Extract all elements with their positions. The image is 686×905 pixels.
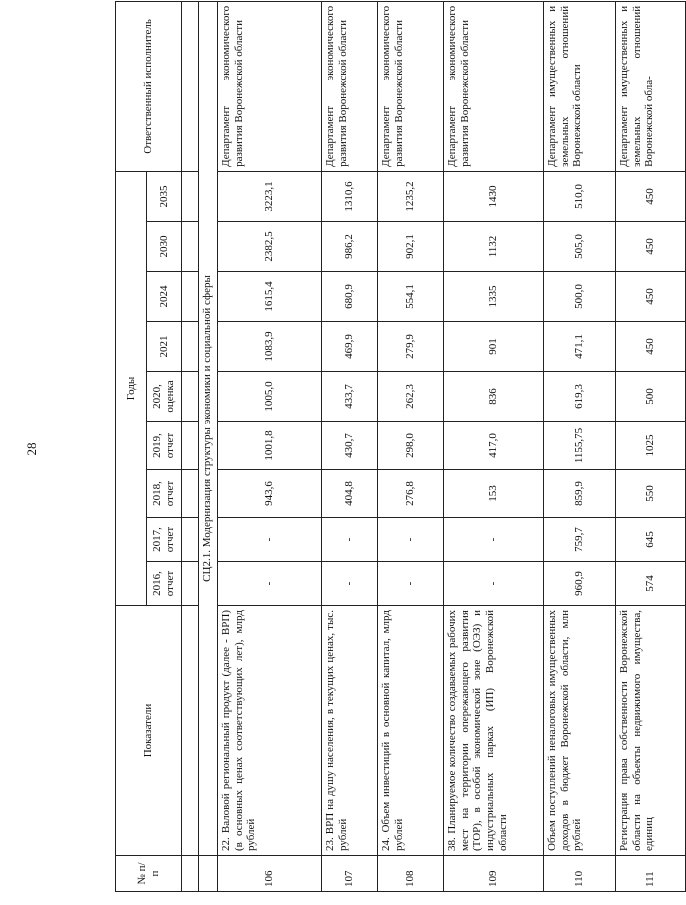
responsible-cell: Департамент экономического развития Воронежской области xyxy=(218,1,322,171)
value-cell: - xyxy=(322,518,378,562)
empty-cell xyxy=(182,856,199,892)
value-cell: 404,8 xyxy=(322,470,378,518)
indicator-cell: 24. Объем инвестиций в основной капитал, млрд рублей xyxy=(378,606,444,856)
empty-cell xyxy=(182,1,199,171)
value-cell: 1001,8 xyxy=(218,422,322,470)
section-row xyxy=(199,1,218,891)
value-cell: 680,9 xyxy=(322,272,378,322)
value-cell: 759,7 xyxy=(544,518,616,562)
value-cell: 645 xyxy=(616,518,686,562)
table-row xyxy=(544,1,616,891)
responsible-cell: Департамент имущественных и земельных отношений Воронежской обла- xyxy=(616,1,686,171)
value-cell: 901 xyxy=(444,322,544,372)
value-cell: 1005,0 xyxy=(218,372,322,422)
value-cell: - xyxy=(322,562,378,606)
value-cell: 433,7 xyxy=(322,372,378,422)
year-header: 2018, отчет xyxy=(147,470,182,518)
row-number: 108 xyxy=(378,856,444,892)
value-cell: 279,9 xyxy=(378,322,444,372)
value-cell: 471,1 xyxy=(544,322,616,372)
row-number: 111 xyxy=(616,856,686,892)
row-number: 107 xyxy=(322,856,378,892)
value-cell: 836 xyxy=(444,372,544,422)
year-header: 2030 xyxy=(147,222,182,272)
year-header: 2020, оценка xyxy=(147,372,182,422)
value-cell: 262,3 xyxy=(378,372,444,422)
header-responsible: Ответственный исполнитель xyxy=(116,1,182,171)
year-header: 2016, отчет xyxy=(147,562,182,606)
empty-cell xyxy=(182,422,199,470)
responsible-cell: Департамент экономического развития Воронежской области xyxy=(378,1,444,171)
empty-row xyxy=(182,1,199,891)
value-cell: 430,7 xyxy=(322,422,378,470)
year-header: 2035 xyxy=(147,171,182,221)
section-title: СЦ2.1. Модернизация структуры экономики и социальной сферы xyxy=(199,1,218,855)
value-cell: 500,0 xyxy=(544,272,616,322)
value-cell: 960,9 xyxy=(544,562,616,606)
empty-cell xyxy=(182,272,199,322)
value-cell: 943,6 xyxy=(218,470,322,518)
empty-cell xyxy=(182,322,199,372)
value-cell: 450 xyxy=(616,222,686,272)
value-cell: - xyxy=(378,562,444,606)
value-cell: 2382,5 xyxy=(218,222,322,272)
year-header: 2021 xyxy=(147,322,182,372)
value-cell: 1132 xyxy=(444,222,544,272)
value-cell: 1615,4 xyxy=(218,272,322,322)
indicators-table xyxy=(115,1,686,892)
header-years: Годы xyxy=(116,171,147,605)
indicator-cell: Регистрация права собственности Воронежской области на объекты недвижимого имущества, единиц xyxy=(616,606,686,856)
value-cell: 1335 xyxy=(444,272,544,322)
value-cell: 469,9 xyxy=(322,322,378,372)
value-cell: 450 xyxy=(616,272,686,322)
value-cell: 1310,6 xyxy=(322,171,378,221)
value-cell: 1235,2 xyxy=(378,171,444,221)
value-cell: 574 xyxy=(616,562,686,606)
row-number: 110 xyxy=(544,856,616,892)
value-cell: 505,0 xyxy=(544,222,616,272)
row-number: 109 xyxy=(444,856,544,892)
value-cell: 298,0 xyxy=(378,422,444,470)
indicator-cell: Объем поступлений неналоговых имущественных доходов в бюджет Воронежской области, млн рублей xyxy=(544,606,616,856)
value-cell: - xyxy=(444,562,544,606)
table-row xyxy=(378,1,444,891)
empty-cell xyxy=(182,562,199,606)
value-cell: 1430 xyxy=(444,171,544,221)
value-cell: 153 xyxy=(444,470,544,518)
empty-cell xyxy=(182,518,199,562)
value-cell: 1155,75 xyxy=(544,422,616,470)
value-cell: 1025 xyxy=(616,422,686,470)
table-row xyxy=(218,1,322,891)
value-cell: - xyxy=(378,518,444,562)
value-cell: 450 xyxy=(616,322,686,372)
responsible-cell: Департамент экономического развития Воронежской области xyxy=(444,1,544,171)
indicator-cell: 22. Валовой региональный продукт (далее - ВРП) (в основных ценах соответствующих лет), млрд рублей xyxy=(218,606,322,856)
value-cell: 450 xyxy=(616,171,686,221)
value-cell: - xyxy=(218,562,322,606)
page-number: 28 xyxy=(24,442,39,456)
year-header: 2017, отчет xyxy=(147,518,182,562)
value-cell: 550 xyxy=(616,470,686,518)
empty-cell xyxy=(182,222,199,272)
value-cell: 859,9 xyxy=(544,470,616,518)
year-header: 2024 xyxy=(147,272,182,322)
empty-cell xyxy=(182,470,199,518)
value-cell: - xyxy=(444,518,544,562)
value-cell: - xyxy=(218,518,322,562)
row-number: 106 xyxy=(218,856,322,892)
table-row xyxy=(616,1,686,891)
value-cell: 902,1 xyxy=(378,222,444,272)
header-indicators: Показатели xyxy=(116,606,182,856)
responsible-cell: Департамент имущественных и земельных отношений Воронежской области xyxy=(544,1,616,171)
year-header: 2019, отчет xyxy=(147,422,182,470)
empty-cell xyxy=(182,171,199,221)
empty-cell xyxy=(182,372,199,422)
value-cell: 1083,9 xyxy=(218,322,322,372)
indicator-cell: 23. ВРП на душу населения, в текущих ценах, тыс. рублей xyxy=(322,606,378,856)
value-cell: 276,8 xyxy=(378,470,444,518)
header-num: № п/п xyxy=(116,856,182,892)
value-cell: 417,0 xyxy=(444,422,544,470)
value-cell: 619,3 xyxy=(544,372,616,422)
value-cell: 500 xyxy=(616,372,686,422)
table-row xyxy=(444,1,544,891)
value-cell: 510,0 xyxy=(544,171,616,221)
value-cell: 554,1 xyxy=(378,272,444,322)
responsible-cell: Департамент экономического развития Воронежской области xyxy=(322,1,378,171)
value-cell: 986,2 xyxy=(322,222,378,272)
empty-cell xyxy=(199,856,218,892)
empty-cell xyxy=(182,606,199,856)
value-cell: 3223,1 xyxy=(218,171,322,221)
indicator-cell: 38. Планируемое количество создаваемых рабочих мест на территории опережающего развития (ТОР), в особой экономической зоне (ОЭЗ) и индустриальных парках (ИП) Воронежской области xyxy=(444,606,544,856)
table-row xyxy=(322,1,378,891)
